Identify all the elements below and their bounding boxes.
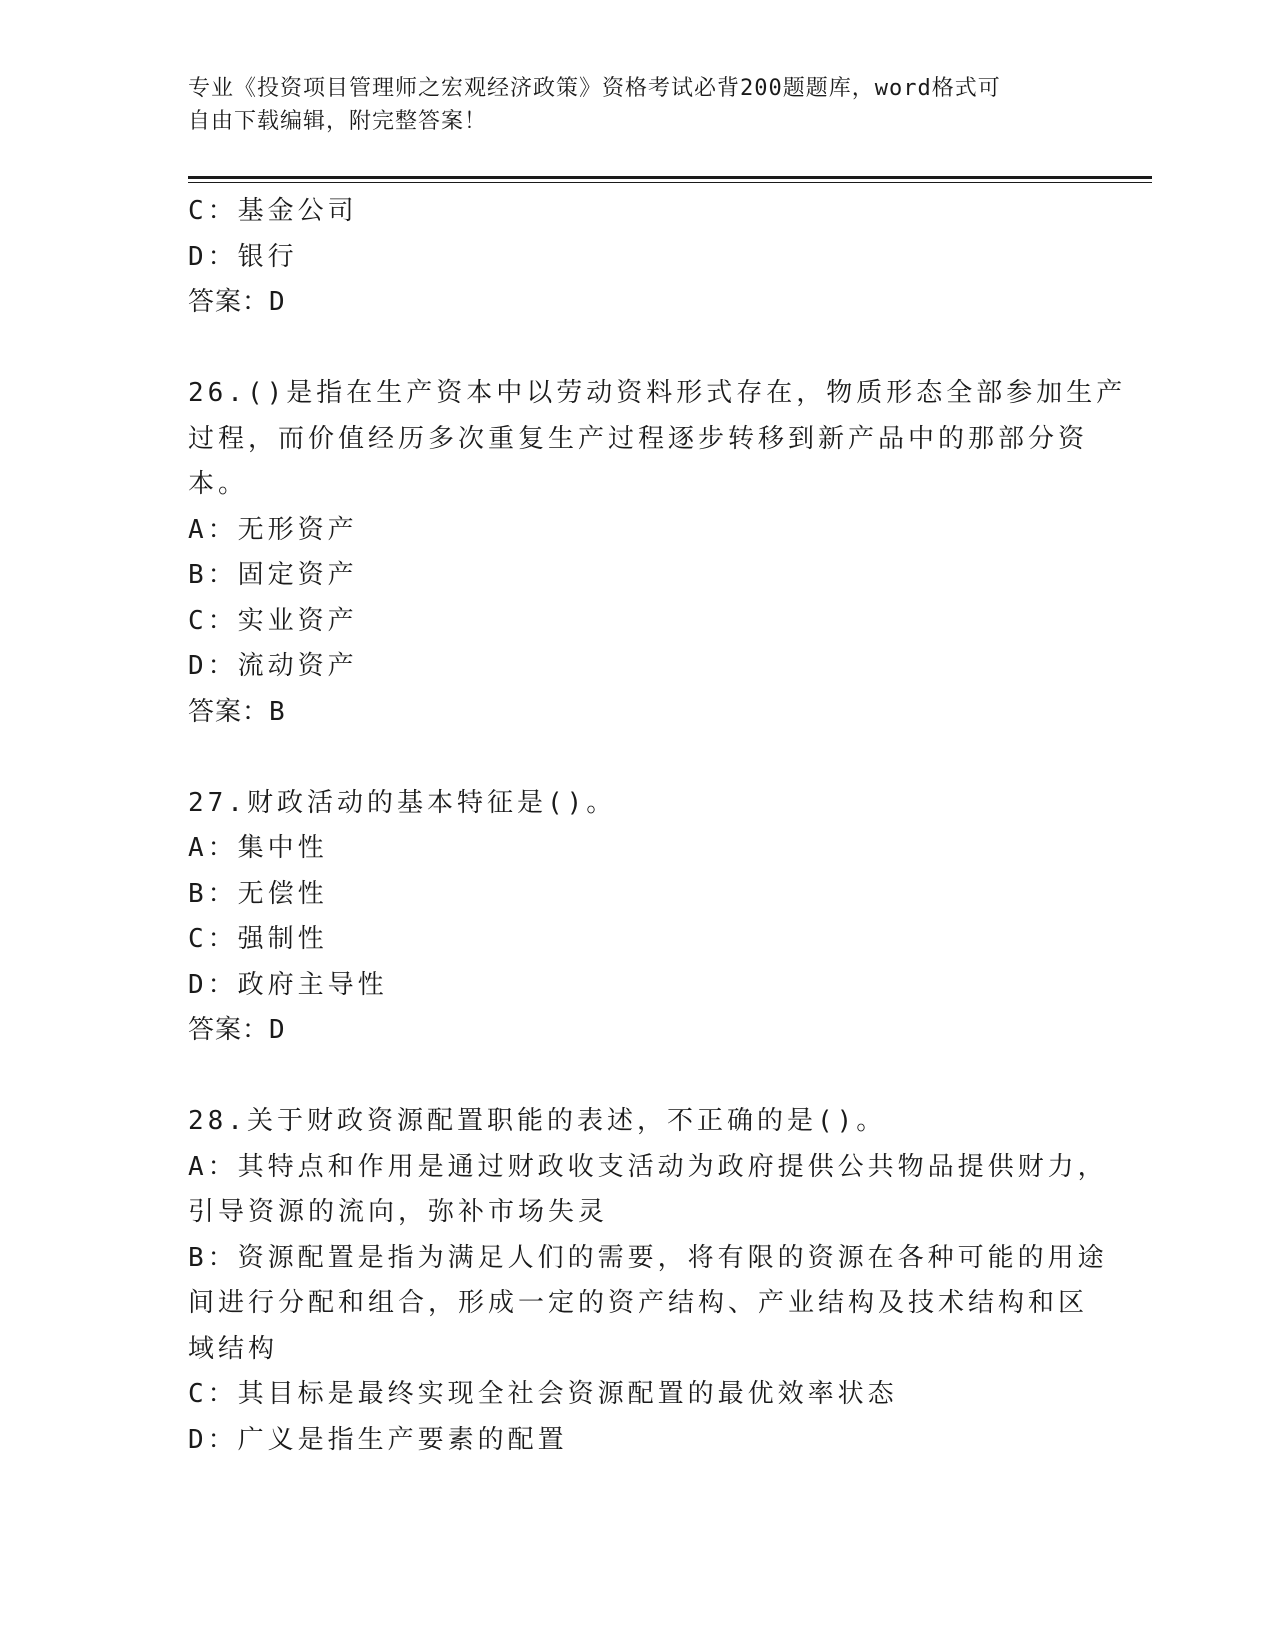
option-b-continued: 间进行分配和组合，形成一定的资产结构、产业结构及技术结构和区 [188,1288,1089,1318]
option-d: D：广义是指生产要素的配置 [188,1424,568,1455]
question-stem: 本。 [188,469,249,499]
spacer [188,326,1088,372]
header-line: 自由下载编辑，附完整答案！ [188,109,488,134]
option-d: D：银行 [188,241,298,272]
option-c: C：基金公司 [188,196,358,226]
option-c: C：实业资产 [188,605,358,636]
question-stem: 过程，而价值经历多次重复生产过程逐步转移到新产品中的那部分资 [188,423,1089,454]
option-a: A：无形资产 [188,514,358,545]
question-stem: 26.()是指在生产资本中以劳动资料形式存在，物质形态全部参加生产 [188,378,1127,408]
answer-line: 答案：B [188,696,286,727]
spacer [188,735,1088,781]
option-a: A：其特点和作用是通过财政收支活动为政府提供公共物品提供财力， [188,1151,1108,1182]
question-block-25-tail [188,189,1088,326]
question-block-28 [188,1099,1108,1463]
option-b-continued: 域结构 [188,1333,279,1364]
header-divider-thick [188,176,1152,179]
question-block-27 [188,781,1088,1054]
option-d: D：政府主导性 [188,969,388,1000]
option-d: D：流动资产 [188,651,358,681]
option-b: B：资源配置是指为满足人们的需要，将有限的资源在各种可能的用途 [188,1242,1108,1273]
option-c: C：强制性 [188,924,328,954]
option-c: C：其目标是最终实现全社会资源配置的最优效率状态 [188,1379,898,1409]
answer-line: 答案：D [188,1015,286,1045]
header-divider-thin [188,182,1152,183]
document-body [188,189,1127,1463]
spacer [188,1054,1088,1100]
document-header [188,72,1068,138]
question-block-26 [188,371,1127,735]
question-stem: 28.关于财政资源配置职能的表述，不正确的是()。 [188,1106,887,1136]
header-line: 专业《投资项目管理师之宏观经济政策》资格考试必背200题题库，word格式可 [188,76,1001,101]
question-stem: 27.财政活动的基本特征是()。 [188,787,617,818]
option-b: B：无偿性 [188,878,328,909]
option-a-continued: 引导资源的流向，弥补市场失灵 [188,1197,609,1227]
answer-line: 答案：D [188,287,286,317]
option-a: A：集中性 [188,833,328,863]
option-b: B：固定资产 [188,560,358,590]
